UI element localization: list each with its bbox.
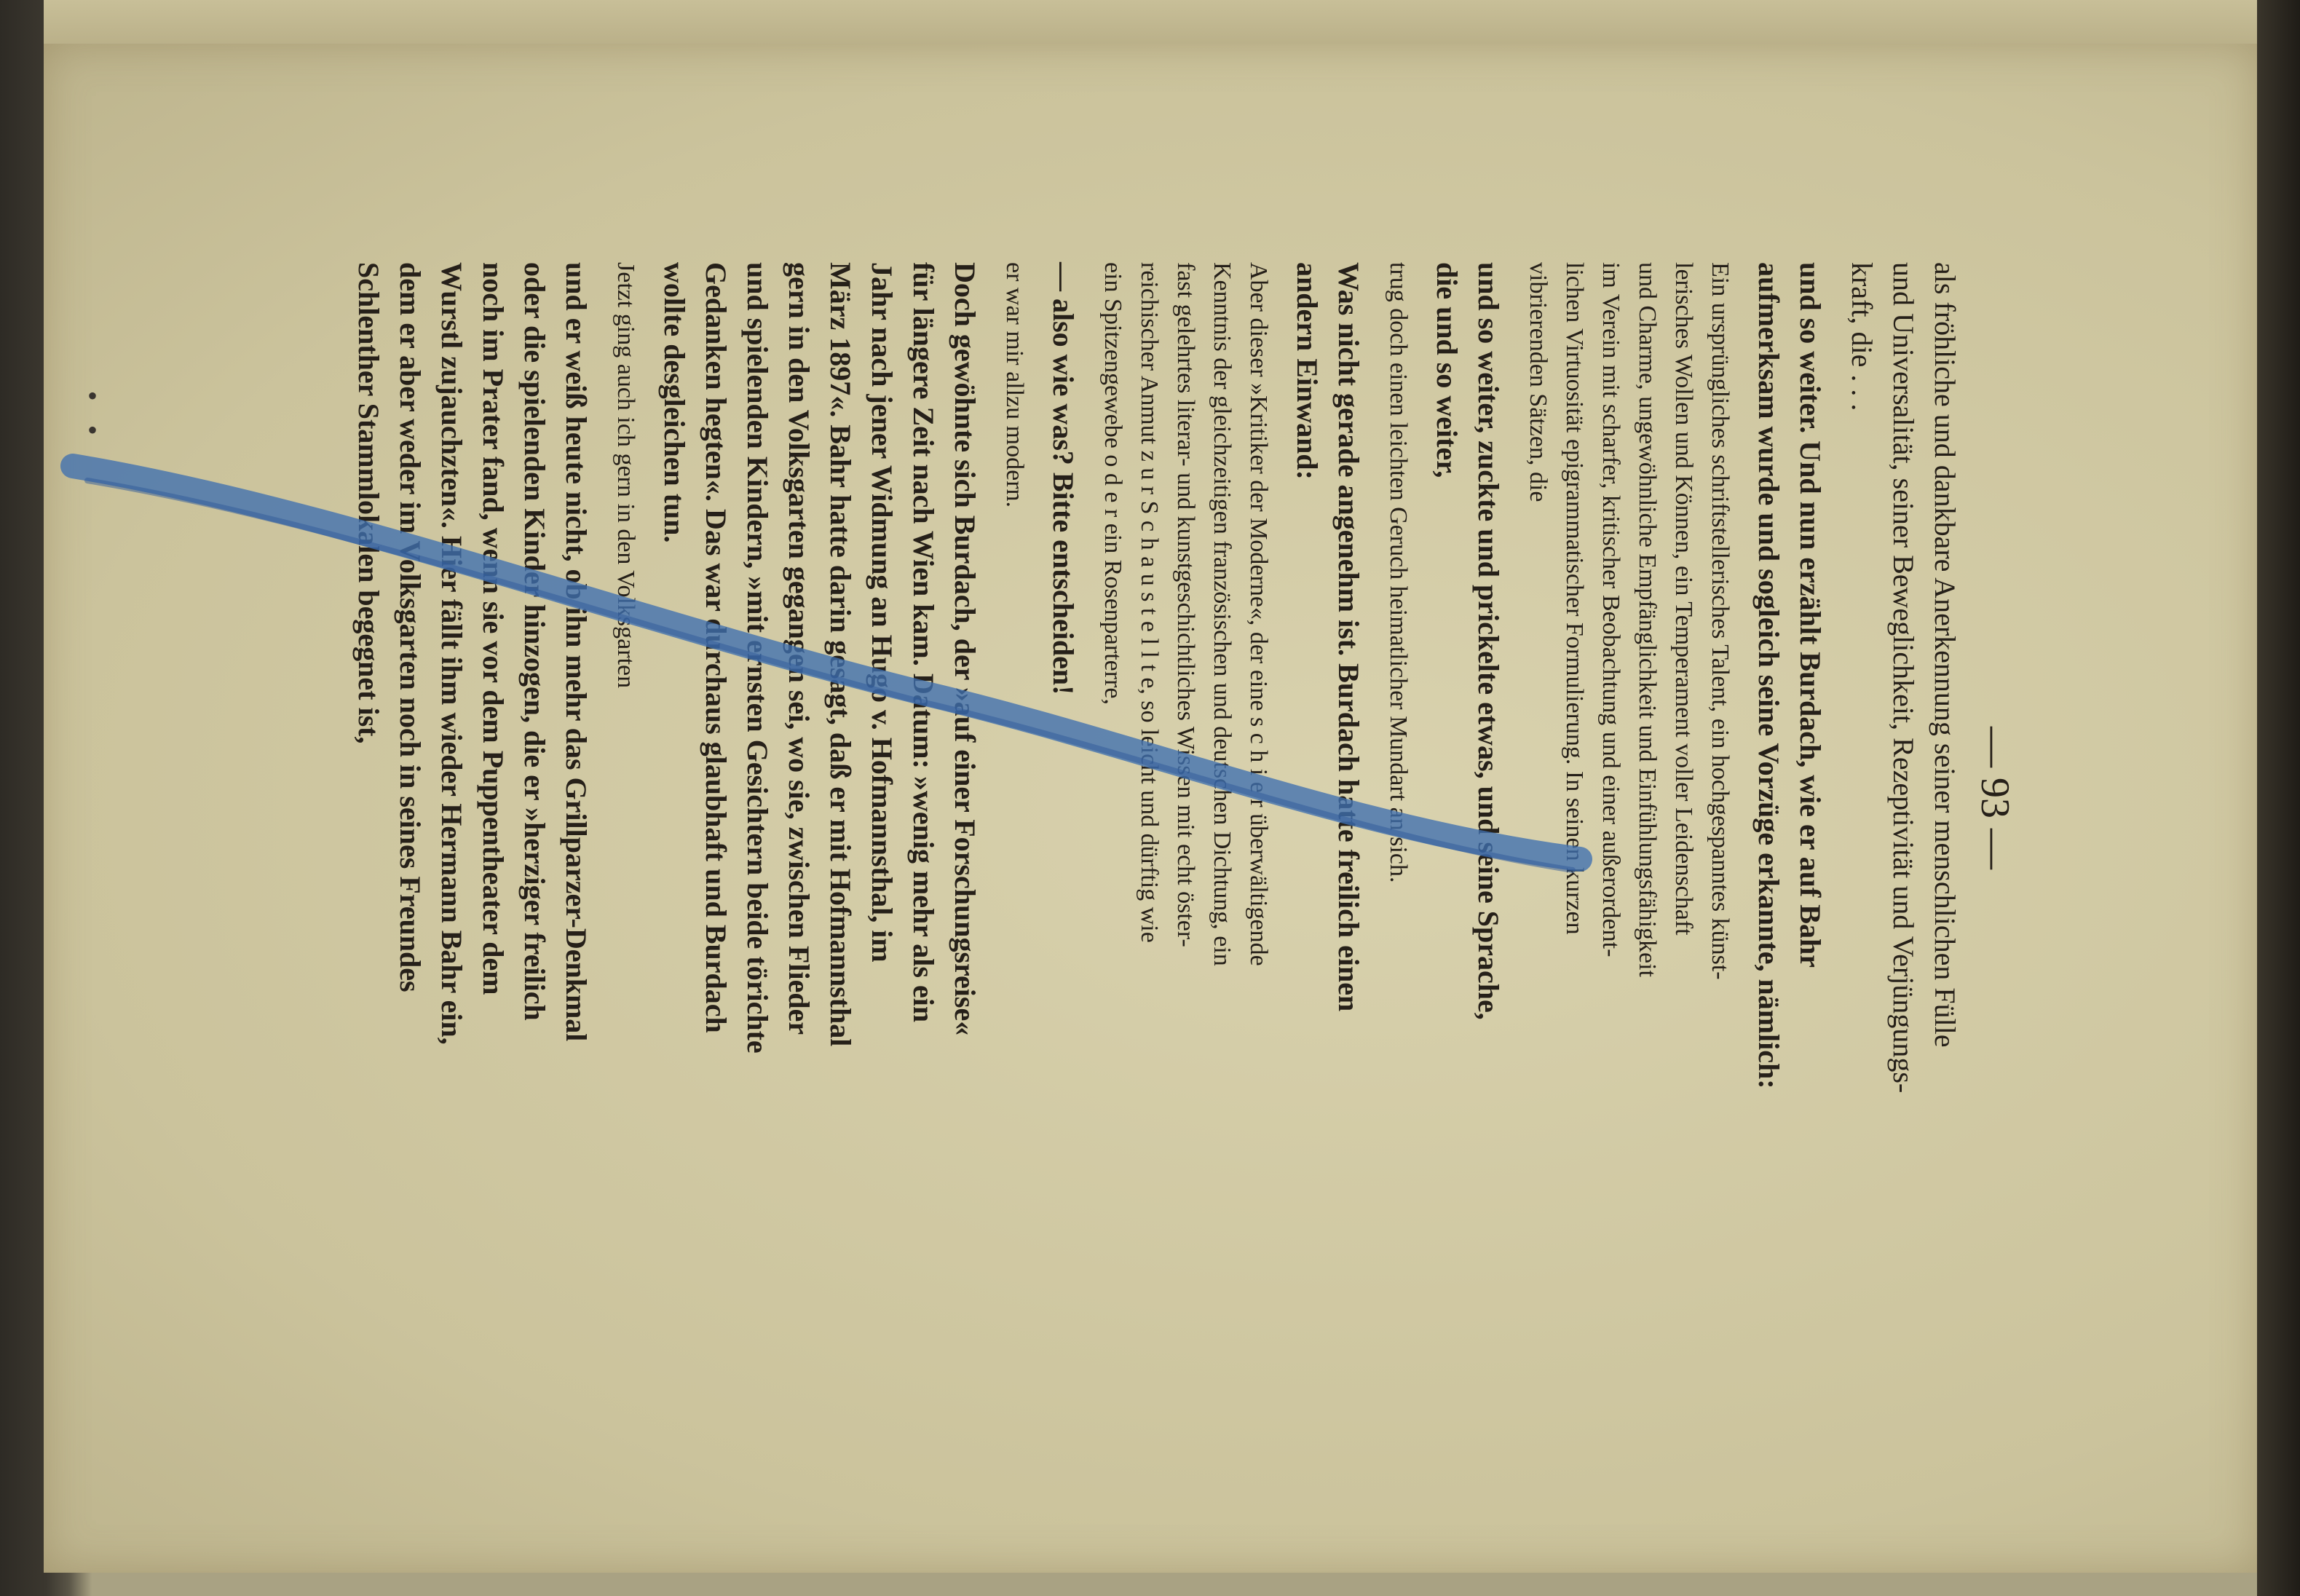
text-line: reichischer Anmut z u r S c h a u s t e l l t e, so leicht und dürftig wie [1136,262,1163,943]
text-line: Was nicht gerade angenehm ist. Burdach hatte freilich einen [1332,262,1365,1012]
text-line: lichen Virtuosität epigrammatischer Formulierung. In seinen kurzen [1561,262,1588,935]
text-line: und Charme, ungewöhnliche Empfänglichkeit und Einfühlungsfähigkeit [1634,262,1661,977]
book-spine-edge [2257,0,2300,1596]
text-line: dem er aber weder im Volksgarten noch in seines Freundes [394,262,427,992]
text-line: für längere Zeit nach Wien kam. Datum: »wenig mehr als ein [907,262,940,1023]
paragraph [1841,262,1966,1230]
text-line: gern in den Volksgarten gegangen sei, wo sie, zwischen Flieder [783,262,815,1035]
text-line: Gedanken hegten«. Das war durchaus glaubhaft und Burdach [700,262,732,1033]
text-line: Jetzt ging auch ich gern in den Volksgarten [612,262,639,689]
text-line: trug doch einen leichten Geruch heimatlicher Mundart an sich. [1385,262,1412,883]
text-line: die und so weiter, [1431,262,1463,478]
page-number: — 93 — [1972,727,2018,869]
blue-pencil-stroke [44,451,1616,888]
text-line: Aber dieser »Kritiker der Moderne«, der eine s c h i e r überwältigende [1245,262,1272,966]
text-line: Doch gewöhnte sich Burdach, der »auf einer Forschungsreise« [949,262,981,1036]
text-line: lerisches Wollen und Können, ein Temperament voller Leidenschaft [1670,262,1697,936]
text-line: und er weiß heute nicht, ob ihn mehr das Grillparzer-Denkmal [560,262,593,1042]
text-line: und Universalität, seiner Beweglichkeit, Rezeptivität und Verjüngungs- [1887,262,1920,1094]
text-line: er war mir allzu modern. [1001,262,1028,508]
text-line: wollte desgleichen tun. [658,262,691,543]
text-line: im Verein mit scharfer, kritischer Beobachtung und einer außerordent- [1597,262,1624,957]
text-line: als fröhliche und dankbare Anerkennung seiner menschlichen Fülle [1929,262,1961,1048]
text-line: vibrierenden Sätzen, die [1525,262,1552,502]
text-line: und so weiter, zuckte und prickelte etwas, und seine Sprache, [1472,262,1505,1020]
text-line: aufmerksam wurde und sogleich seine Vorzüge erkannte, nämlich: [1752,262,1785,1089]
text-line: kraft, die . . . [1846,262,1878,411]
text-line: März 1897«. Bahr hatte darin gesagt, daß er mit Hofmannsthal [824,262,857,1047]
text-line: Schlenther Stammlokalen begegnet ist, [352,262,385,744]
text-line: oder die spielenden Kinder hinzogen, die er »herziger freilich [518,262,551,1021]
text-line: Jahr nach jener Widmung an Hugo v. Hofmannsthal, im [866,262,898,963]
text-line: andern Einwand: [1291,262,1324,480]
paragraph [1748,262,1831,1230]
text-line: ein Spitzengewebe o d e r ein Rosenparterre, [1099,262,1126,705]
text-line: Kenntnis der gleichzeitigen französischen und deutschen Dichtung, ein [1209,262,1236,966]
text-line: Wurstl zujauchzten«. Hier fällt ihm wieder Hermann Bahr ein, [435,262,468,1045]
text-line: und spielenden Kindern, »mit ernsten Gesichtern beide törichte [741,262,774,1054]
text-line: Ein ursprüngliches schriftstellerisches Talent, ein hochgespanntes künst- [1707,262,1734,980]
text-line: und so weiter. Und nun erzählt Burdach, wie er auf Bahr [1794,262,1827,968]
margin-mark: • • [87,379,98,446]
text-line: — also wie was? Bitte entscheiden! [1047,262,1080,695]
text-line: noch im Prater fand, wenn sie vor dem Puppentheater dem [477,262,510,995]
text-line: fast gelehrtes literar- und kunstgeschichtliches Wissen mit echt öster- [1172,262,1199,947]
